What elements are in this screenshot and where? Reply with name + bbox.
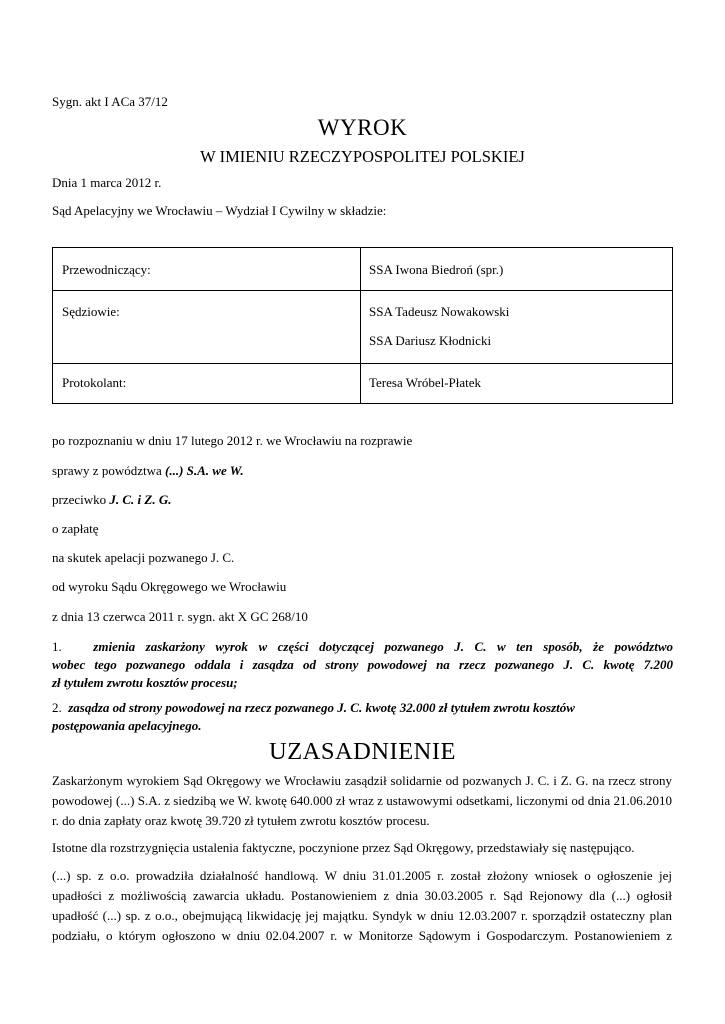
ruling-line: 1. zmienia zaskarżony wyrok w części dotyczącej pozwanego J. C. w ten sposób, że powództwo: [52, 639, 673, 654]
justification-paragraph-2: [52, 838, 672, 858]
table-divider: [360, 248, 361, 403]
judgment-date: Dnia 1 marca 2012 r.: [52, 175, 162, 190]
paragraph-line: upadłości z możliwością zawarcia układu. Postanowieniem z dnia 30.03.2005 r. Sąd Rejonowy dla (...) ogłosił: [52, 888, 672, 903]
claim-subject: o zapłatę: [52, 521, 99, 536]
plaintiff-name: (...) S.A. we W.: [165, 463, 244, 478]
table-divider: [53, 290, 672, 291]
paragraph-line: (...) sp. z o.o. prowadziła działalność handlową. W dniu 31.01.2005 r. został złożony wniosek o ogłoszenie jej: [52, 868, 672, 883]
plaintiff-line: [52, 463, 244, 479]
justification-paragraph-3: [52, 866, 672, 946]
paragraph-line: r. do dnia zapłaty oraz kwotę 39.720 zł tytułem zwrotu kosztów procesu.: [52, 813, 430, 828]
name-judge-2: SSA Dariusz Kłodnicki: [369, 333, 492, 348]
paragraph-line: podziału, o którym ogłoszono w dniu 02.04.2007 r. w Monitorze Sądowym i Gospodarczym. Postanowieniem z: [52, 928, 672, 943]
paragraph-line: Istotne dla rozstrzygnięcia ustalenia faktyczne, poczynione przez Sąd Okręgowy, przedstawiały się następująco.: [52, 840, 635, 855]
table-divider: [53, 363, 672, 364]
role-clerk: Protokolant:: [62, 375, 127, 390]
defendants-prefix: przeciwko: [52, 492, 110, 507]
defendants-line: [52, 492, 172, 508]
ruling-line: postępowania apelacyjnego.: [52, 718, 202, 733]
role-presiding: Przewodniczący:: [62, 262, 151, 277]
paragraph-line: powodowej (...) S.A. z siedzibą we W. kwotę 640.000 zł wraz z ustawowymi odsetkami, liczonymi od dnia 21.06.2010: [52, 793, 672, 808]
name-judge-1: SSA Tadeusz Nowakowski: [369, 304, 510, 319]
paragraph-line: upadłość (...) sp. z o.o., obejmującą likwidację jej majątku. Syndyk w dniu 12.03.2007 r. sporządził ostateczny plan: [52, 908, 672, 923]
document-subtitle: W IMIENIU RZECZYPOSPOLITEJ POLSKIEJ: [200, 147, 525, 166]
ruling-item-1: [52, 638, 673, 692]
ruling-line: wobec tego pozwanego oddala i zasądza od strony powodowej na rzecz pozwanego J. C. kwotę 7.200: [52, 657, 673, 672]
paragraph-line: Zaskarżonym wyrokiem Sąd Okręgowy we Wrocławiu zasądził solidarnie od pozwanych J. C. i Z. G. na rzecz strony: [52, 773, 672, 788]
document-title: WYROK: [317, 115, 408, 140]
name-presiding: SSA Iwona Biedroń (spr.): [369, 262, 504, 277]
lower-judgment-line: z dnia 13 czerwca 2011 r. sygn. akt X GC 268/10: [52, 609, 308, 624]
appeal-line: na skutek apelacji pozwanego J. C.: [52, 550, 235, 565]
plaintiff-prefix: sprawy z powództwa: [52, 463, 165, 478]
case-signature: Sygn. akt I ACa 37/12: [52, 94, 168, 109]
justification-heading: UZASADNIENIE: [269, 738, 456, 765]
name-clerk: Teresa Wróbel-Płatek: [369, 375, 482, 390]
ruling-number: 2.: [52, 700, 62, 715]
proceedings-line: po rozpoznaniu w dniu 17 lutego 2012 r. we Wrocławiu na rozprawie: [52, 433, 413, 448]
role-judges: Sędziowie:: [62, 304, 120, 319]
ruling-item-2: [52, 699, 673, 735]
ruling-line: 2. zasądza od strony powodowej na rzecz pozwanego J. C. kwotę 32.000 zł tytułem zwrotu kosztów: [52, 700, 575, 715]
ruling-number: 1.: [52, 639, 62, 654]
defendants-names: J. C. i Z. G.: [109, 492, 172, 507]
court-composition-intro: Sąd Apelacyjny we Wrocławiu – Wydział I Cywilny w składzie:: [52, 203, 387, 218]
composition-table: [52, 247, 673, 404]
ruling-line: zł tytułem zwrotu kosztów procesu;: [52, 675, 238, 690]
justification-paragraph-1: [52, 771, 672, 831]
lower-court-line: od wyroku Sądu Okręgowego we Wrocławiu: [52, 579, 287, 594]
